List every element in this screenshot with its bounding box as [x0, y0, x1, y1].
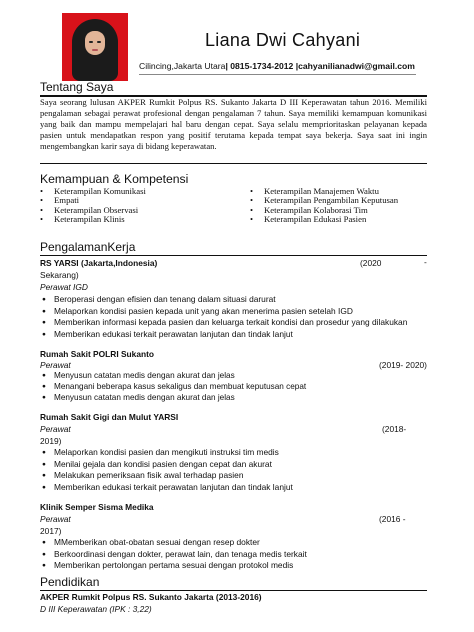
list-item: ● Melaporkan kondisi pasien dan mengikuti instruksi tim medis: [40, 447, 293, 459]
job-duties: [40, 294, 407, 340]
phone: 0815-1734-2012: [230, 61, 294, 71]
skills-list-right: [250, 187, 398, 225]
job-date: 2017): [40, 526, 62, 536]
about-title: Tentang Saya: [40, 80, 114, 94]
job-date: -: [424, 257, 427, 267]
list-item: ● Menyusun catatan medis dengan akurat dan jelas: [40, 392, 306, 403]
job-duties: [40, 370, 306, 404]
list-item: ● Memberikan edukasi terkait perawatan lanjutan dan tindak lanjut: [40, 482, 293, 494]
list-item: ● Memberikan pertolongan pertama sesuai dengan protokol medis: [40, 560, 307, 572]
job-date: Sekarang): [40, 270, 79, 280]
contact-divider: [139, 74, 416, 75]
list-item: ● Menilai gejala dan kondisi pasien dengan cepat dan akurat: [40, 459, 293, 471]
skill-item: • Keterampilan Pengambilan Keputusan: [250, 196, 398, 205]
list-item: ● Melaporkan kondisi pasien kepada unit yang akan menerima pasien setelah IGD: [40, 306, 407, 318]
list-item: ● Menangani beberapa kasus sekaligus dan membuat keputusan cepat: [40, 381, 306, 392]
list-item: ● Memberikan informasi kepada pasien dan keluarga terkait kondisi dan prosedur yang dilakukan: [40, 317, 407, 329]
list-item: ● Menyusun catatan medis dengan akurat dan jelas: [40, 370, 306, 381]
candidate-name: Liana Dwi Cahyani: [205, 30, 361, 50]
job-date: (2016 -: [379, 514, 406, 524]
job-date: (2018-: [382, 424, 407, 434]
job-duties: [40, 537, 307, 572]
list-item: ● Memberikan edukasi terkait perawatan lanjutan dan tindak lanjut: [40, 329, 407, 341]
skill-item: • Keterampilan Komunikasi: [40, 187, 146, 196]
profile-photo: [62, 13, 128, 81]
skill-item: • Keterampilan Klinis: [40, 215, 146, 224]
experience-rule: [40, 255, 427, 256]
job-place: Rumah Sakit POLRI Sukanto: [40, 349, 155, 359]
about-text: Saya seorang lulusan AKPER Rumkit Polpus RS. Sukanto Jakarta D III Keperawatan tahun 2016. Memiliki pengalaman sebagai perawat profesional dengan pengalaman 7 tahun. Saya memiliki kemampuan komunikasi yang baik dan mampu mempelajari hal baru dengan cepat. Saya selalu memprioritaskan pelayanan kepada pasien untuk mendapatkan respon yang positif terutama kepada tempat saya bekerja. Saya saat ini ingin mengembangkan karir saya di bidang keperawatan.: [40, 97, 427, 151]
education-rule: [40, 590, 427, 591]
job-role: Perawat: [40, 424, 71, 434]
experience-title: PengalamanKerja: [40, 240, 136, 254]
list-item: ● Berkoordinasi dengan dokter, perawat lain, dan tenaga medis terkait: [40, 549, 307, 561]
skill-item: • Keterampilan Observasi: [40, 206, 146, 215]
job-place: Klinik Semper Sisma Medika: [40, 502, 154, 512]
contact-separator: |: [293, 61, 299, 71]
list-item: ● MMemberikan obat-obatan sesuai dengan resep dokter: [40, 537, 307, 549]
job-role: Perawat IGD: [40, 282, 88, 292]
section-divider: [40, 163, 427, 164]
contact-line: [139, 61, 415, 71]
email: cahyanilianadwi@gmail.com: [298, 61, 415, 71]
location: Cilincing,Jakarta Utara: [139, 61, 226, 71]
job-duties: [40, 447, 293, 493]
job-date: 2019): [40, 436, 62, 446]
list-item: ● Beroperasi dengan efisien dan tenang dalam situasi darurat: [40, 294, 407, 306]
job-role: Perawat: [40, 514, 71, 524]
list-item: ● Melakukan pemeriksaan fisik awal terhadap pasien: [40, 470, 293, 482]
contact-separator: |: [225, 61, 231, 71]
skills-list-left: [40, 187, 146, 225]
skill-item: • Empati: [40, 196, 146, 205]
skills-title: Kemampuan & Kompetensi: [40, 172, 189, 186]
job-date: (2020: [360, 258, 382, 268]
skill-item: • Keterampilan Manajemen Waktu: [250, 187, 398, 196]
job-role: Perawat: [40, 360, 71, 370]
education-title: Pendidikan: [40, 575, 100, 589]
skill-item: • Keterampilan Edukasi Pasien: [250, 215, 398, 224]
job-date: (2019- 2020): [379, 360, 427, 370]
education-degree: D III Keperawatan (IPK : 3,22): [40, 604, 152, 614]
education-school: AKPER Rumkit Polpus RS. Sukanto Jakarta (2013-2016): [40, 592, 262, 602]
job-place: Rumah Sakit Gigi dan Mulut YARSI: [40, 412, 179, 422]
skill-item: • Keterampilan Kolaborasi Tim: [250, 206, 398, 215]
job-place: RS YARSI (Jakarta,Indonesia): [40, 258, 158, 268]
